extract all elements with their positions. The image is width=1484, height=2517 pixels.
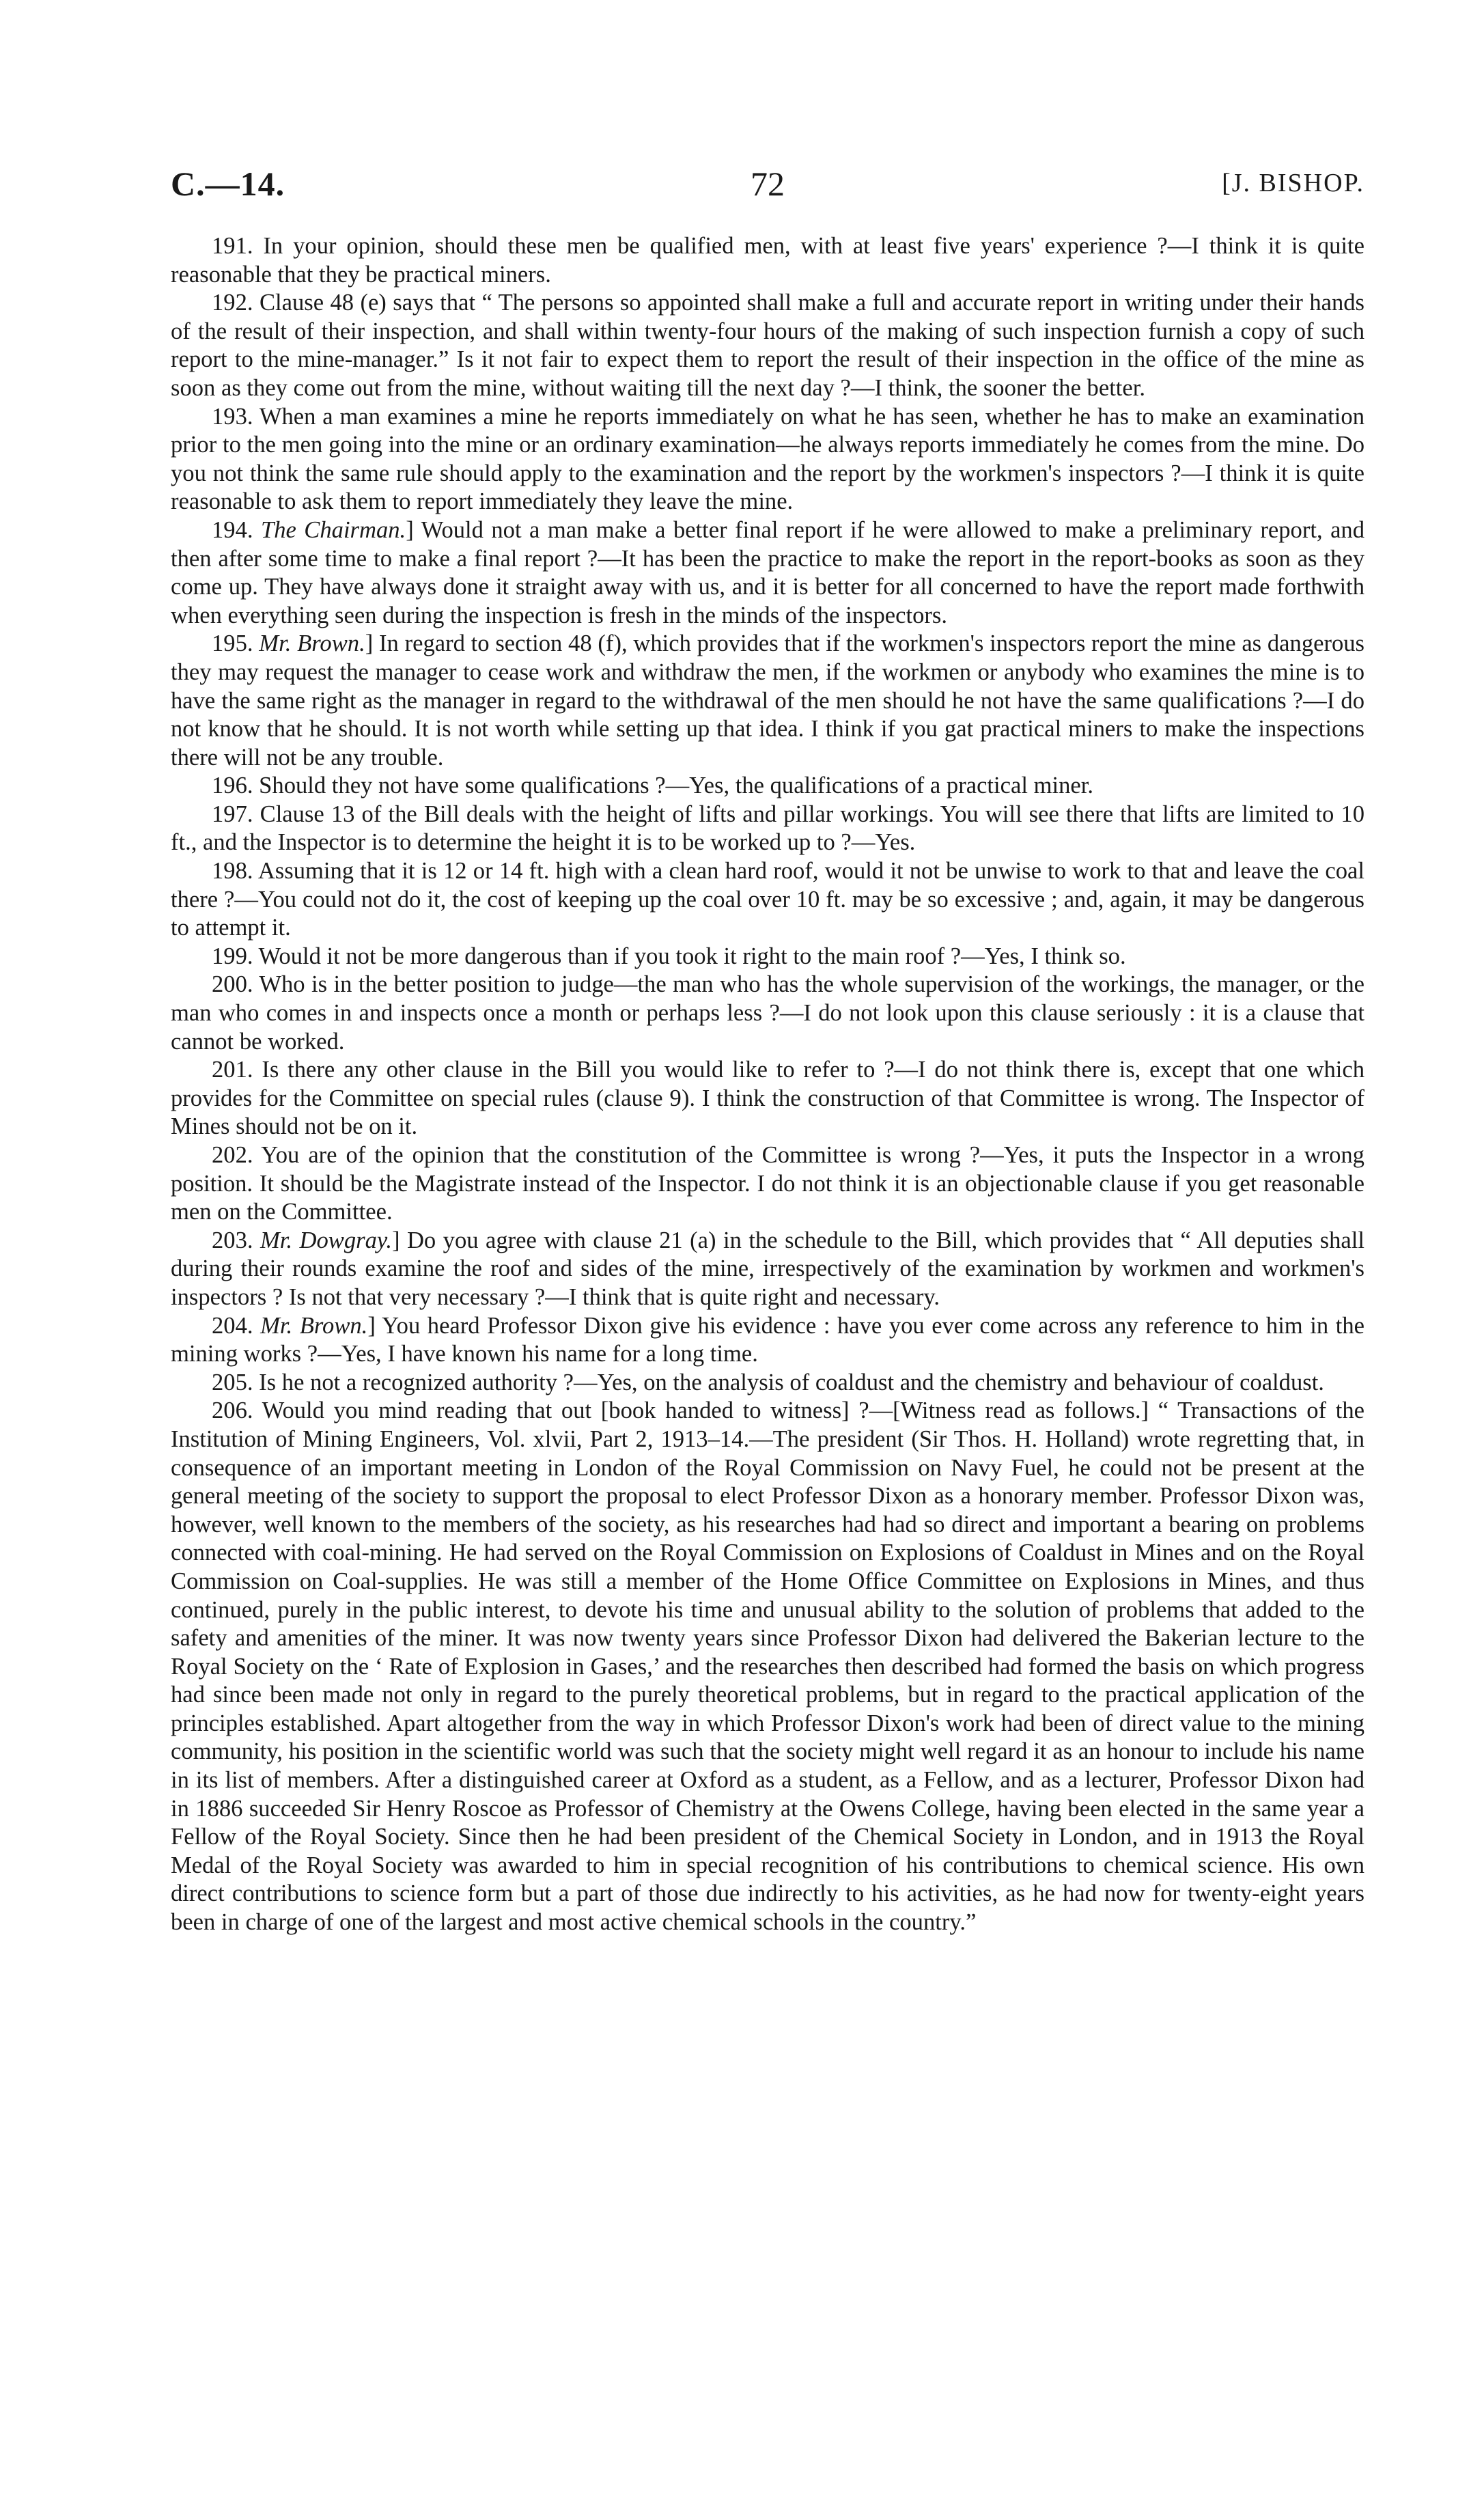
paragraph-196: [171, 772, 1364, 801]
paragraph-text: You are of the opinion that the constitution of the Committee is wrong ?—Yes, it puts the Inspector in a wrong position. It should be the Magistrate instead of the Inspector. I do not think it is an objectionable clause if you get reasonable men on the Committee.: [171, 1142, 1364, 1225]
paragraph-number: 195.: [212, 630, 253, 657]
paragraph-number: 202.: [212, 1142, 253, 1168]
paragraph-text: When a man examines a mine he reports immediately on what he has seen, whether he has to make an examination prior to the men going into the mine or an ordinary examination—he always reports immediately he comes from the mine. Do you not think the same rule should apply to the examination and the report by the workmen's inspectors ?—I think it is quite reasonable to ask them to report immediately they leave the mine.: [171, 403, 1364, 515]
paragraph-text: Assuming that it is 12 or 14 ft. high with a clean hard roof, would it not be unwise to work to that and leave the coal there ?—You could not do it, the cost of keeping up the coal over 10 ft. may be so excessive ; and, again, it may be dangerous to attempt it.: [171, 858, 1364, 941]
paragraph-text: Clause 48 (e) says that “ The persons so appointed shall make a full and accurate report in writing under their hands of the result of their inspection, and shall within twenty-four hours of the making of such inspection furnish a copy of such report to the mine-manager.” Is it not fair to expect them to report the result of their inspection in the office of the mine as soon as they come out from the mine, without waiting till the next day ?—I think, the sooner the better.: [171, 290, 1364, 401]
paragraph-203: 203. Mr. Dowgray.] Do you agree with clause 21 (a) in the schedule to the Bill, which provides that “ All deputies shall during their rounds examine the roof and sides of the mine, irrespectively of the examination by workmen and workmen's inspectors ? Is not that very necessary ?—I think that is quite right and necessary.: [171, 1227, 1364, 1310]
paragraph-191: [171, 232, 1364, 289]
speaker-name: Mr. Dowgray.: [260, 1227, 392, 1253]
paragraph-text: Should they not have some qualifications ?—Yes, the qualifications of a practical miner.: [259, 773, 1093, 799]
paragraph-text: In your opinion, should these men be qualified men, with at least five years' experience ?—I think it is quite reasonable that they be practical miners.: [171, 233, 1364, 288]
document-body: [171, 232, 1364, 1937]
paragraph-text: Do you agree with clause 21 (a) in the schedule to the Bill, which provides that “ All deputies shall during their rounds examine the roof and sides of the mine, irrespectively of the examination by workmen and workmen's inspectors ? Is not that very necessary ?—I think that is quite right and necessary.: [171, 1227, 1364, 1310]
paragraph-text: Who is in the better position to judge—the man who has the whole supervision of the workings, the manager, or the man who comes in and inspects once a month or perhaps less ?—I do not look upon this clause seriously : it is a clause that cannot be worked.: [171, 971, 1364, 1055]
paragraph-number: 204.: [212, 1312, 253, 1339]
paragraph-198: [171, 857, 1364, 943]
paragraph-text: In regard to section 48 (f), which provides that if the workmen's inspectors report the mine as dangerous they may request the manager to cease work and withdraw the men, if the workmen or anybody who examines the mine is to have the same right as the manager in regard to the withdrawal of the men should he not have the same qualifications ?—I do not know that he should. It is not worth while setting up that idea. I think if you gat practical miners to make the inspections there will not be any trouble.: [171, 630, 1365, 770]
paragraph-206: [171, 1397, 1364, 1936]
paragraph-197: [171, 801, 1364, 857]
paragraph-194: 194. The Chairman.] Would not a man make a better final report if he were allowed to make a preliminary report, and then after some time to make a final report ?—It has been the practice to make the report in the report-books as soon as they come up. They have always done it straight away with us, and it is better for all concerned to have the report made forthwith when everything seen during the inspection is fresh in the minds of the inspectors.: [171, 516, 1364, 628]
paragraph-193: [171, 403, 1364, 516]
paragraph-text: Would not a man make a better final report if he were allowed to make a preliminary report, and then after some time to make a final report ?—It has been the practice to make the report in the report-books as soon as they come up. They have always done it straight away with us, and it is better for all concerned to have the report made forthwith when everything seen during the inspection is fresh in the minds of the inspectors.: [171, 516, 1364, 628]
paragraph-number: 206.: [212, 1397, 253, 1424]
paragraph-text: You heard Professor Dixon give his evidence : have you ever come across any reference to him in the mining works ?—Yes, I have known his name for a long time.: [171, 1312, 1364, 1367]
paragraph-text: Would it not be more dangerous than if you took it right to the main roof ?—Yes, I think so.: [258, 943, 1126, 969]
paragraph-200: [171, 971, 1364, 1056]
paragraph-192: [171, 289, 1364, 402]
paragraph-201: [171, 1056, 1364, 1141]
paragraph-number: 199.: [212, 943, 253, 969]
speaker-name: Mr. Brown.: [260, 1312, 368, 1339]
paragraph-number: 203.: [212, 1227, 253, 1253]
paragraph-text: Would you mind reading that out [book handed to witness] ?—[Witness read as follows.] “ Transactions of the Institution of Mining Engineers, Vol. xlvii, Part 2, 1913–14.—The president (Sir Thos. H. Holland) wrote regretting that, in consequence of an important meeting in London of the Royal Commission on Navy Fuel, he could not be present at the general meeting of the society to support the proposal to elect Professor Dixon as a honorary member. Professor Dixon was, however, well known to the members of the society, as his researches had had so direct and important a bearing on problems connected with coal-mining. He had served on the Royal Commission on Explosions of Coaldust in Mines and on the Royal Commission on Coal-supplies. He was still a member of the Home Office Committee on Explosions in Mines, and thus continued, purely in the public interest, to devote his time and unusual ability to the solution of problems that added to the safety and amenities of the miner. It was now twenty years since Professor Dixon had delivered the Bakerian lecture to the Royal Society on the ‘ Rate of Explosion in Gases,’ and the researches then described had formed the basis on which progress had since been made not only in regard to the purely theoretical problems, but in regard to the practical application of the principles established. Apart altogether from the way in which Professor Dixon's work had been of direct value to the mining community, his position in the scientific world was such that the society might well regard it as an honour to include his name in its list of members. After a distinguished career at Oxford as a student, as a Fellow, and as a lecturer, Professor Dixon had in 1886 succeeded Sir Henry Roscoe as Professor of Chemistry at the Owens College, having been elected in the same year a Fellow of the Royal Society. Since then he had been president of the Chemical Society in London, and in 1913 the Royal Medal of the Royal Society was awarded to him in special recognition of his contributions to chemical science. His own direct contributions to science form but a part of those due indirectly to his activities, as he had now for twenty-eight years been in charge of one of the largest and most active chemical schools in the country.”: [171, 1397, 1364, 1936]
paragraph-number: 192.: [212, 290, 253, 316]
paragraph-199: [171, 943, 1364, 971]
witness-label: [J. BISHOP.: [1222, 169, 1364, 197]
paragraph-text: Clause 13 of the Bill deals with the height of lifts and pillar workings. You will see there that lifts are limited to 10 ft., and the Inspector is to determine the height it is to be worked up to ?—Yes.: [171, 801, 1364, 856]
page-number: 72: [751, 165, 785, 203]
speaker-name: Mr. Brown.: [259, 630, 365, 657]
page-header: [171, 164, 1364, 212]
paragraph-195: 195. Mr. Brown.] In regard to section 48 (f), which provides that if the workmen's inspectors report the mine as dangerous they may request the manager to cease work and withdraw the men, if the workmen or anybody who examines the mine is to have the same right as the manager in regard to the withdrawal of the men should he not have the same qualifications ?—I do not know that he should. It is not worth while setting up that idea. I think if you gat practical miners to make the inspections there will not be any trouble.: [171, 630, 1365, 770]
paragraph-204: 204. Mr. Brown.] You heard Professor Dixon give his evidence : have you ever come across any reference to him in the mining works ?—Yes, I have known his name for a long time.: [171, 1312, 1364, 1367]
paragraph-number: 197.: [212, 801, 253, 827]
paragraph-text: Is there any other clause in the Bill you would like to refer to ?—I do not think there is, except that one which provides for the Committee on special rules (clause 9). I think the construction of that Committee is wrong. The Inspector of Mines should not be on it.: [171, 1057, 1364, 1140]
paragraph-number: 200.: [212, 971, 253, 998]
paragraph-number: 196.: [212, 773, 253, 799]
series-label: C.—14.: [171, 165, 285, 203]
paragraph-number: 191.: [212, 233, 253, 259]
paragraph-205: [171, 1369, 1364, 1397]
paragraph-number: 193.: [212, 403, 253, 430]
speaker-name: The Chairman.: [260, 516, 406, 543]
paragraph-202: [171, 1141, 1364, 1227]
paragraph-number: 198.: [212, 858, 253, 885]
paragraph-number: 201.: [212, 1057, 253, 1083]
paragraph-text: Is he not a recognized authority ?—Yes, on the analysis of coaldust and the chemistry and behaviour of coaldust.: [259, 1369, 1324, 1395]
paragraph-number: 194.: [212, 516, 253, 543]
paragraph-number: 205.: [212, 1369, 253, 1395]
